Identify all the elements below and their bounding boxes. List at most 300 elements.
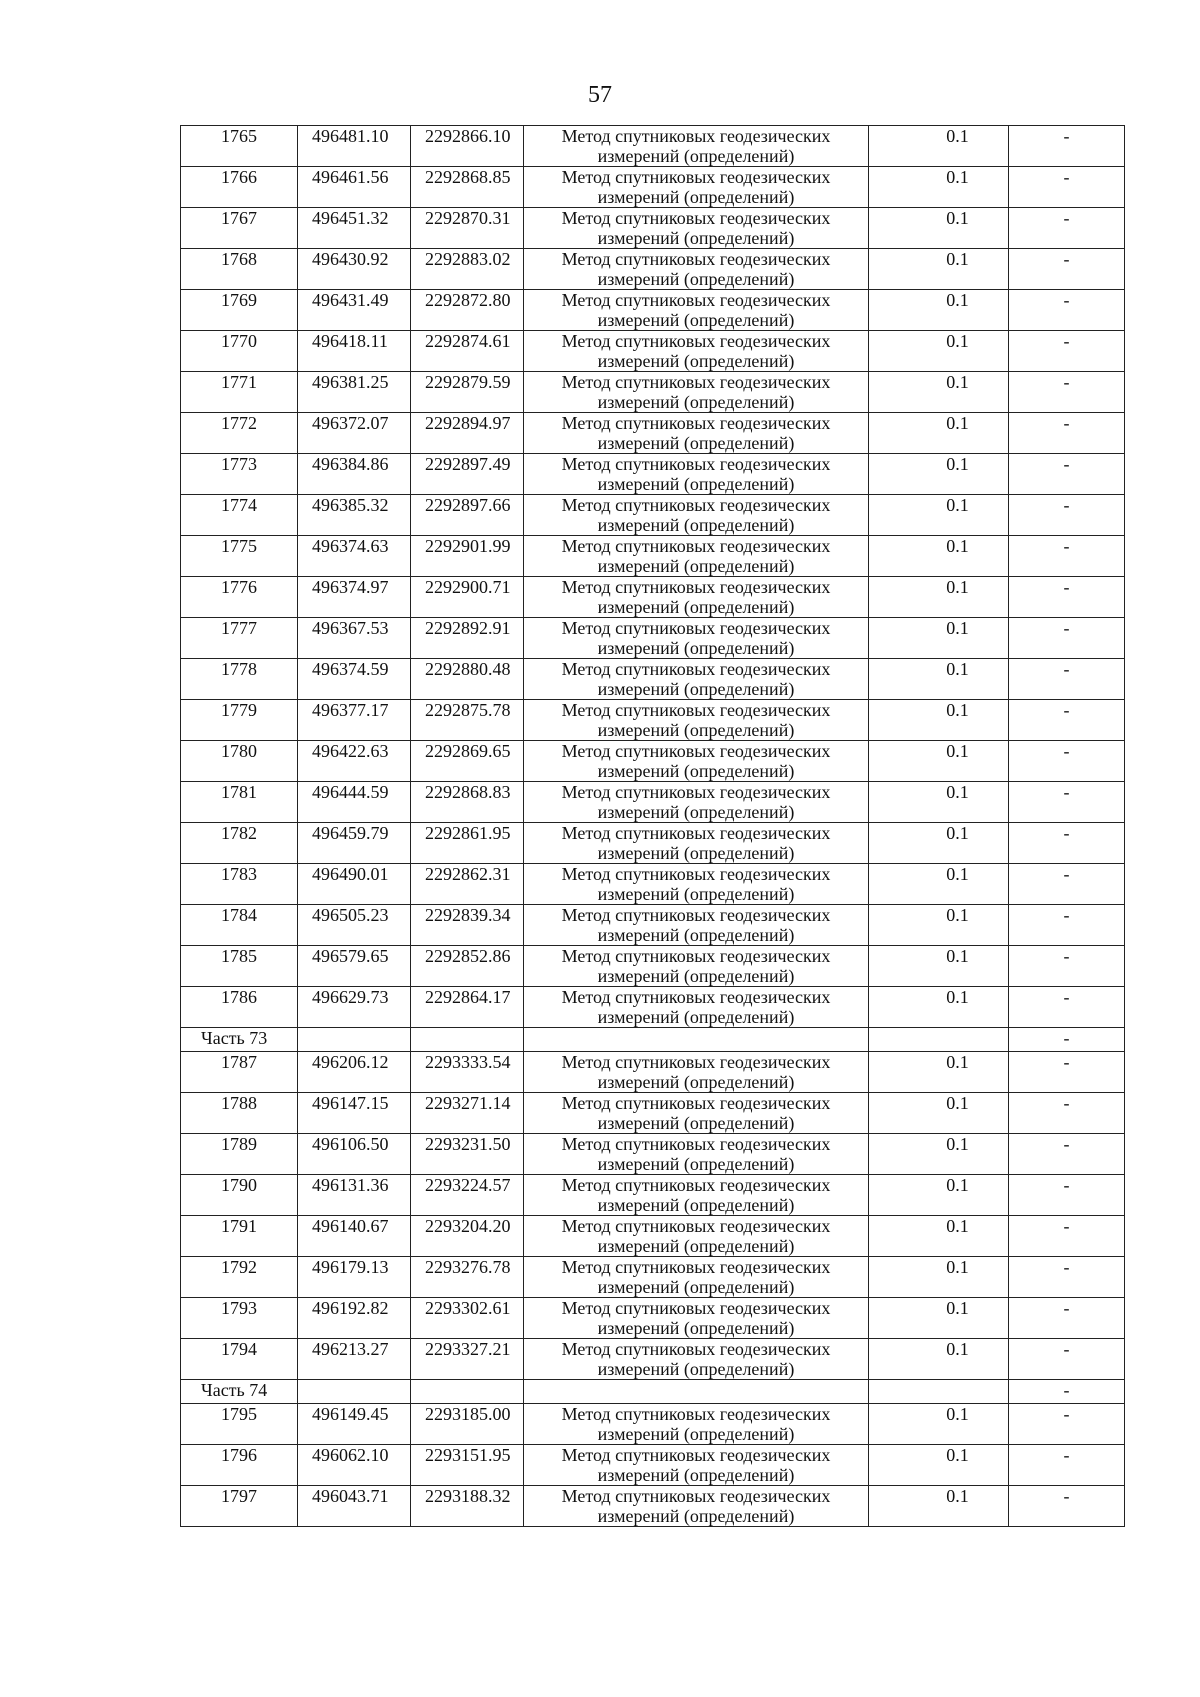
table-row <box>181 1093 1125 1134</box>
method-cell <box>524 536 869 577</box>
y-coordinate-cell: 2292879.59 <box>411 372 524 413</box>
method-cell <box>524 823 869 864</box>
x-coordinate-cell: 496179.13 <box>298 1257 411 1298</box>
method-line-2: измерений (определений) <box>597 392 795 412</box>
note-cell: - <box>1009 1052 1125 1093</box>
method-line-2: измерений (определений) <box>597 597 795 617</box>
method-line-2: измерений (определений) <box>597 1424 795 1444</box>
note-cell: - <box>1009 1028 1125 1052</box>
method-line-2: измерений (определений) <box>597 1072 795 1092</box>
note-cell: - <box>1009 454 1125 495</box>
note-cell: - <box>1009 905 1125 946</box>
y-coordinate-cell: 2292868.85 <box>411 167 524 208</box>
note-cell: - <box>1009 372 1125 413</box>
note-cell: - <box>1009 413 1125 454</box>
method-cell <box>524 413 869 454</box>
y-coordinate-cell: 2292862.31 <box>411 864 524 905</box>
y-coordinate-cell: 2292870.31 <box>411 208 524 249</box>
point-number-cell: 1767 <box>181 208 298 249</box>
note-cell: - <box>1009 1445 1125 1486</box>
point-number-cell: 1775 <box>181 536 298 577</box>
x-coordinate-cell: 496381.25 <box>298 372 411 413</box>
method-line-2: измерений (определений) <box>597 884 795 904</box>
accuracy-cell: 0.1 <box>869 372 1009 413</box>
note-cell: - <box>1009 495 1125 536</box>
table-row <box>181 208 1125 249</box>
table-row <box>181 372 1125 413</box>
x-coordinate-cell: 496140.67 <box>298 1216 411 1257</box>
method-cell <box>524 454 869 495</box>
x-coordinate-cell: 496374.59 <box>298 659 411 700</box>
note-cell: - <box>1009 1298 1125 1339</box>
accuracy-cell: 0.1 <box>869 331 1009 372</box>
point-number-cell: 1769 <box>181 290 298 331</box>
method-line-1: Метод спутниковых геодезических <box>561 1052 831 1072</box>
point-number-cell: 1794 <box>181 1339 298 1380</box>
table-row <box>181 1216 1125 1257</box>
empty-cell <box>869 1028 1009 1052</box>
method-cell <box>524 905 869 946</box>
accuracy-cell: 0.1 <box>869 1486 1009 1527</box>
method-line-1: Метод спутниковых геодезических <box>561 372 831 392</box>
method-line-1: Метод спутниковых геодезических <box>561 249 831 269</box>
y-coordinate-cell: 2292875.78 <box>411 700 524 741</box>
point-number-cell: 1791 <box>181 1216 298 1257</box>
method-line-1: Метод спутниковых геодезических <box>561 208 831 228</box>
x-coordinate-cell: 496192.82 <box>298 1298 411 1339</box>
note-cell: - <box>1009 1380 1125 1404</box>
method-line-2: измерений (определений) <box>597 146 795 166</box>
accuracy-cell: 0.1 <box>869 413 1009 454</box>
y-coordinate-cell: 2292897.66 <box>411 495 524 536</box>
x-coordinate-cell: 496377.17 <box>298 700 411 741</box>
table-row <box>181 618 1125 659</box>
method-line-2: измерений (определений) <box>597 228 795 248</box>
x-coordinate-cell: 496490.01 <box>298 864 411 905</box>
method-cell <box>524 1486 869 1527</box>
method-cell <box>524 1445 869 1486</box>
x-coordinate-cell: 496431.49 <box>298 290 411 331</box>
table-row <box>181 126 1125 167</box>
method-line-1: Метод спутниковых геодезических <box>561 577 831 597</box>
note-cell: - <box>1009 864 1125 905</box>
accuracy-cell: 0.1 <box>869 1257 1009 1298</box>
table-row <box>181 823 1125 864</box>
accuracy-cell: 0.1 <box>869 1298 1009 1339</box>
point-number-cell: 1789 <box>181 1134 298 1175</box>
x-coordinate-cell: 496213.27 <box>298 1339 411 1380</box>
method-line-2: измерений (определений) <box>597 802 795 822</box>
accuracy-cell: 0.1 <box>869 495 1009 536</box>
method-cell <box>524 1093 869 1134</box>
method-line-2: измерений (определений) <box>597 474 795 494</box>
x-coordinate-cell: 496451.32 <box>298 208 411 249</box>
y-coordinate-cell: 2292839.34 <box>411 905 524 946</box>
x-coordinate-cell: 496149.45 <box>298 1404 411 1445</box>
point-number-cell: 1780 <box>181 741 298 782</box>
x-coordinate-cell: 496131.36 <box>298 1175 411 1216</box>
y-coordinate-cell: 2293271.14 <box>411 1093 524 1134</box>
note-cell: - <box>1009 249 1125 290</box>
point-number-cell: 1778 <box>181 659 298 700</box>
method-cell <box>524 1134 869 1175</box>
note-cell: - <box>1009 536 1125 577</box>
method-cell <box>524 495 869 536</box>
method-line-1: Метод спутниковых геодезических <box>561 823 831 843</box>
x-coordinate-cell: 496385.32 <box>298 495 411 536</box>
method-line-2: измерений (определений) <box>597 1195 795 1215</box>
method-line-2: измерений (определений) <box>597 720 795 740</box>
method-line-2: измерений (определений) <box>597 1318 795 1338</box>
y-coordinate-cell: 2293185.00 <box>411 1404 524 1445</box>
accuracy-cell: 0.1 <box>869 249 1009 290</box>
accuracy-cell: 0.1 <box>869 208 1009 249</box>
point-number-cell: 1796 <box>181 1445 298 1486</box>
accuracy-cell: 0.1 <box>869 864 1009 905</box>
method-line-2: измерений (определений) <box>597 1506 795 1526</box>
method-line-2: измерений (определений) <box>597 310 795 330</box>
accuracy-cell: 0.1 <box>869 1134 1009 1175</box>
method-cell <box>524 167 869 208</box>
accuracy-cell: 0.1 <box>869 905 1009 946</box>
method-cell <box>524 1404 869 1445</box>
method-line-2: измерений (определений) <box>597 556 795 576</box>
note-cell: - <box>1009 659 1125 700</box>
accuracy-cell: 0.1 <box>869 946 1009 987</box>
y-coordinate-cell: 2292872.80 <box>411 290 524 331</box>
note-cell: - <box>1009 700 1125 741</box>
method-line-2: измерений (определений) <box>597 1277 795 1297</box>
method-cell <box>524 1339 869 1380</box>
accuracy-cell: 0.1 <box>869 700 1009 741</box>
note-cell: - <box>1009 290 1125 331</box>
accuracy-cell: 0.1 <box>869 290 1009 331</box>
x-coordinate-cell: 496505.23 <box>298 905 411 946</box>
method-cell <box>524 1216 869 1257</box>
method-cell <box>524 577 869 618</box>
method-line-1: Метод спутниковых геодезических <box>561 1134 831 1154</box>
accuracy-cell: 0.1 <box>869 1404 1009 1445</box>
point-number-cell: 1790 <box>181 1175 298 1216</box>
method-cell <box>524 249 869 290</box>
method-line-1: Метод спутниковых геодезических <box>561 331 831 351</box>
method-cell <box>524 126 869 167</box>
note-cell: - <box>1009 741 1125 782</box>
accuracy-cell: 0.1 <box>869 782 1009 823</box>
accuracy-cell: 0.1 <box>869 1216 1009 1257</box>
note-cell: - <box>1009 1216 1125 1257</box>
accuracy-cell: 0.1 <box>869 1052 1009 1093</box>
table-row <box>181 1257 1125 1298</box>
note-cell: - <box>1009 331 1125 372</box>
method-line-2: измерений (определений) <box>597 1113 795 1133</box>
coordinates-table-body <box>181 126 1125 1527</box>
table-row <box>181 290 1125 331</box>
point-number-cell: 1793 <box>181 1298 298 1339</box>
method-line-1: Метод спутниковых геодезических <box>561 413 831 433</box>
note-cell: - <box>1009 126 1125 167</box>
y-coordinate-cell: 2292900.71 <box>411 577 524 618</box>
y-coordinate-cell: 2292866.10 <box>411 126 524 167</box>
y-coordinate-cell: 2292880.48 <box>411 659 524 700</box>
note-cell: - <box>1009 1093 1125 1134</box>
accuracy-cell: 0.1 <box>869 167 1009 208</box>
x-coordinate-cell: 496418.11 <box>298 331 411 372</box>
point-number-cell: 1766 <box>181 167 298 208</box>
y-coordinate-cell: 2293333.54 <box>411 1052 524 1093</box>
empty-cell <box>298 1380 411 1404</box>
method-line-1: Метод спутниковых геодезических <box>561 1175 831 1195</box>
part-label-cell: Часть 74 <box>181 1380 298 1404</box>
x-coordinate-cell: 496481.10 <box>298 126 411 167</box>
part-label-cell: Часть 73 <box>181 1028 298 1052</box>
method-line-2: измерений (определений) <box>597 351 795 371</box>
y-coordinate-cell: 2292874.61 <box>411 331 524 372</box>
method-line-1: Метод спутниковых геодезических <box>561 536 831 556</box>
point-number-cell: 1773 <box>181 454 298 495</box>
method-line-1: Метод спутниковых геодезических <box>561 167 831 187</box>
method-line-2: измерений (определений) <box>597 1007 795 1027</box>
method-line-2: измерений (определений) <box>597 1465 795 1485</box>
accuracy-cell: 0.1 <box>869 741 1009 782</box>
part-header-row <box>181 1380 1125 1404</box>
point-number-cell: 1770 <box>181 331 298 372</box>
y-coordinate-cell: 2292852.86 <box>411 946 524 987</box>
y-coordinate-cell: 2293188.32 <box>411 1486 524 1527</box>
x-coordinate-cell: 496147.15 <box>298 1093 411 1134</box>
table-row <box>181 700 1125 741</box>
table-row <box>181 1298 1125 1339</box>
x-coordinate-cell: 496579.65 <box>298 946 411 987</box>
accuracy-cell: 0.1 <box>869 1445 1009 1486</box>
method-line-2: измерений (определений) <box>597 843 795 863</box>
method-line-1: Метод спутниковых геодезических <box>561 741 831 761</box>
y-coordinate-cell: 2292883.02 <box>411 249 524 290</box>
empty-cell <box>298 1028 411 1052</box>
table-row <box>181 1404 1125 1445</box>
table-row <box>181 659 1125 700</box>
method-cell <box>524 1175 869 1216</box>
point-number-cell: 1788 <box>181 1093 298 1134</box>
note-cell: - <box>1009 1404 1125 1445</box>
point-number-cell: 1765 <box>181 126 298 167</box>
point-number-cell: 1782 <box>181 823 298 864</box>
method-cell <box>524 782 869 823</box>
note-cell: - <box>1009 823 1125 864</box>
x-coordinate-cell: 496062.10 <box>298 1445 411 1486</box>
point-number-cell: 1795 <box>181 1404 298 1445</box>
table-row <box>181 536 1125 577</box>
accuracy-cell: 0.1 <box>869 1093 1009 1134</box>
method-line-2: измерений (определений) <box>597 966 795 986</box>
y-coordinate-cell: 2292868.83 <box>411 782 524 823</box>
table-row <box>181 741 1125 782</box>
x-coordinate-cell: 496374.97 <box>298 577 411 618</box>
point-number-cell: 1768 <box>181 249 298 290</box>
method-line-1: Метод спутниковых геодезических <box>561 905 831 925</box>
method-cell <box>524 208 869 249</box>
table-row <box>181 413 1125 454</box>
method-line-1: Метод спутниковых геодезических <box>561 1257 831 1277</box>
method-cell <box>524 741 869 782</box>
method-line-1: Метод спутниковых геодезических <box>561 1404 831 1424</box>
method-line-2: измерений (определений) <box>597 638 795 658</box>
method-line-1: Метод спутниковых геодезических <box>561 454 831 474</box>
method-line-1: Метод спутниковых геодезических <box>561 700 831 720</box>
table-row <box>181 1175 1125 1216</box>
accuracy-cell: 0.1 <box>869 618 1009 659</box>
method-line-1: Метод спутниковых геодезических <box>561 1298 831 1318</box>
point-number-cell: 1781 <box>181 782 298 823</box>
method-line-1: Метод спутниковых геодезических <box>561 1486 831 1506</box>
point-number-cell: 1774 <box>181 495 298 536</box>
x-coordinate-cell: 496430.92 <box>298 249 411 290</box>
accuracy-cell: 0.1 <box>869 536 1009 577</box>
table-row <box>181 987 1125 1028</box>
y-coordinate-cell: 2293276.78 <box>411 1257 524 1298</box>
method-cell <box>524 864 869 905</box>
note-cell: - <box>1009 1257 1125 1298</box>
method-cell <box>524 331 869 372</box>
table-row <box>181 167 1125 208</box>
note-cell: - <box>1009 1339 1125 1380</box>
coordinates-table <box>180 125 1125 1527</box>
method-line-2: измерений (определений) <box>597 1359 795 1379</box>
x-coordinate-cell: 496629.73 <box>298 987 411 1028</box>
point-number-cell: 1797 <box>181 1486 298 1527</box>
table-row <box>181 1486 1125 1527</box>
point-number-cell: 1777 <box>181 618 298 659</box>
method-line-1: Метод спутниковых геодезических <box>561 987 831 1007</box>
table-row <box>181 864 1125 905</box>
x-coordinate-cell: 496384.86 <box>298 454 411 495</box>
x-coordinate-cell: 496422.63 <box>298 741 411 782</box>
method-line-2: измерений (определений) <box>597 187 795 207</box>
table-row <box>181 331 1125 372</box>
method-line-1: Метод спутниковых геодезических <box>561 126 831 146</box>
empty-cell <box>411 1380 524 1404</box>
note-cell: - <box>1009 208 1125 249</box>
method-line-2: измерений (определений) <box>597 1236 795 1256</box>
point-number-cell: 1779 <box>181 700 298 741</box>
method-cell <box>524 1052 869 1093</box>
y-coordinate-cell: 2293231.50 <box>411 1134 524 1175</box>
method-cell <box>524 1298 869 1339</box>
note-cell: - <box>1009 1175 1125 1216</box>
x-coordinate-cell: 496374.63 <box>298 536 411 577</box>
method-cell <box>524 618 869 659</box>
x-coordinate-cell: 496461.56 <box>298 167 411 208</box>
method-line-1: Метод спутниковых геодезических <box>561 1093 831 1113</box>
point-number-cell: 1792 <box>181 1257 298 1298</box>
method-line-2: измерений (определений) <box>597 515 795 535</box>
x-coordinate-cell: 496459.79 <box>298 823 411 864</box>
point-number-cell: 1787 <box>181 1052 298 1093</box>
table-row <box>181 1339 1125 1380</box>
x-coordinate-cell: 496043.71 <box>298 1486 411 1527</box>
method-cell <box>524 1257 869 1298</box>
y-coordinate-cell: 2293224.57 <box>411 1175 524 1216</box>
point-number-cell: 1786 <box>181 987 298 1028</box>
x-coordinate-cell: 496206.12 <box>298 1052 411 1093</box>
point-number-cell: 1784 <box>181 905 298 946</box>
method-line-1: Метод спутниковых геодезических <box>561 1339 831 1359</box>
x-coordinate-cell: 496106.50 <box>298 1134 411 1175</box>
table-row <box>181 782 1125 823</box>
table-row <box>181 1134 1125 1175</box>
empty-cell <box>869 1380 1009 1404</box>
accuracy-cell: 0.1 <box>869 454 1009 495</box>
point-number-cell: 1785 <box>181 946 298 987</box>
y-coordinate-cell: 2292864.17 <box>411 987 524 1028</box>
method-line-2: измерений (определений) <box>597 761 795 781</box>
method-line-1: Метод спутниковых геодезических <box>561 495 831 515</box>
accuracy-cell: 0.1 <box>869 1175 1009 1216</box>
accuracy-cell: 0.1 <box>869 823 1009 864</box>
page-number: 57 <box>588 82 612 108</box>
accuracy-cell: 0.1 <box>869 659 1009 700</box>
table-row <box>181 946 1125 987</box>
y-coordinate-cell: 2293327.21 <box>411 1339 524 1380</box>
y-coordinate-cell: 2292869.65 <box>411 741 524 782</box>
method-line-2: измерений (определений) <box>597 1154 795 1174</box>
empty-cell <box>524 1380 869 1404</box>
x-coordinate-cell: 496444.59 <box>298 782 411 823</box>
point-number-cell: 1772 <box>181 413 298 454</box>
empty-cell <box>411 1028 524 1052</box>
y-coordinate-cell: 2292897.49 <box>411 454 524 495</box>
note-cell: - <box>1009 1486 1125 1527</box>
empty-cell <box>524 1028 869 1052</box>
note-cell: - <box>1009 577 1125 618</box>
y-coordinate-cell: 2293204.20 <box>411 1216 524 1257</box>
note-cell: - <box>1009 782 1125 823</box>
method-line-1: Метод спутниковых геодезических <box>561 946 831 966</box>
table-row <box>181 495 1125 536</box>
method-cell <box>524 290 869 331</box>
table-row <box>181 249 1125 290</box>
method-cell <box>524 372 869 413</box>
point-number-cell: 1771 <box>181 372 298 413</box>
y-coordinate-cell: 2293302.61 <box>411 1298 524 1339</box>
note-cell: - <box>1009 167 1125 208</box>
method-line-1: Метод спутниковых геодезических <box>561 864 831 884</box>
note-cell: - <box>1009 946 1125 987</box>
x-coordinate-cell: 496367.53 <box>298 618 411 659</box>
method-line-1: Метод спутниковых геодезических <box>561 1216 831 1236</box>
table-row <box>181 577 1125 618</box>
accuracy-cell: 0.1 <box>869 577 1009 618</box>
point-number-cell: 1783 <box>181 864 298 905</box>
y-coordinate-cell: 2292901.99 <box>411 536 524 577</box>
method-line-1: Метод спутниковых геодезических <box>561 1445 831 1465</box>
accuracy-cell: 0.1 <box>869 1339 1009 1380</box>
y-coordinate-cell: 2293151.95 <box>411 1445 524 1486</box>
part-header-row <box>181 1028 1125 1052</box>
note-cell: - <box>1009 618 1125 659</box>
note-cell: - <box>1009 987 1125 1028</box>
method-line-1: Метод спутниковых геодезических <box>561 782 831 802</box>
method-line-1: Метод спутниковых геодезических <box>561 618 831 638</box>
accuracy-cell: 0.1 <box>869 126 1009 167</box>
method-line-2: измерений (определений) <box>597 679 795 699</box>
table-row <box>181 1445 1125 1486</box>
table-row <box>181 905 1125 946</box>
y-coordinate-cell: 2292892.91 <box>411 618 524 659</box>
y-coordinate-cell: 2292894.97 <box>411 413 524 454</box>
method-cell <box>524 946 869 987</box>
point-number-cell: 1776 <box>181 577 298 618</box>
